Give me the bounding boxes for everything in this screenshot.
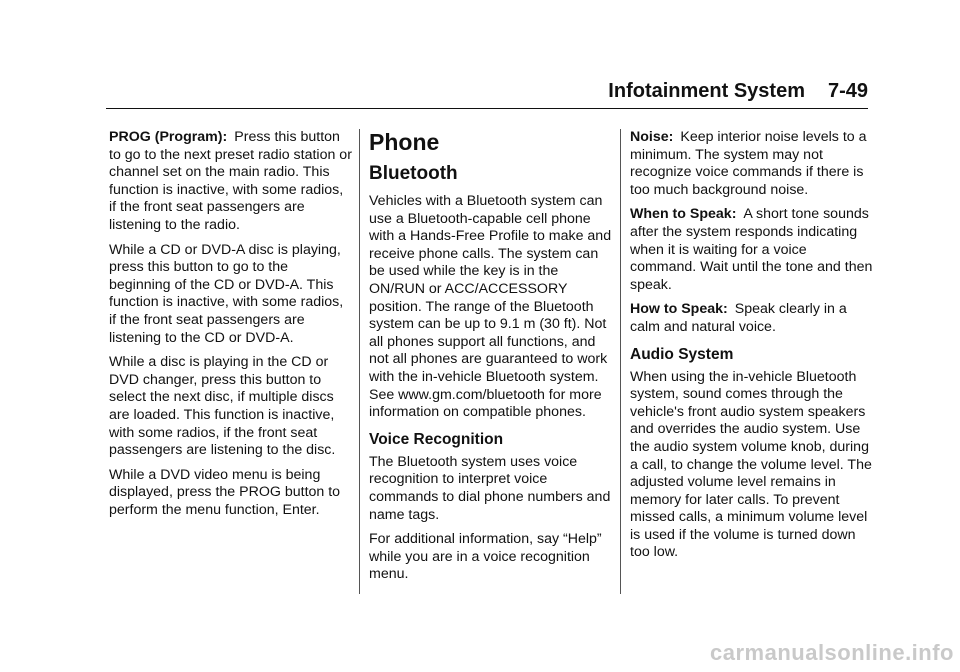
paragraph-audio-system: When using the in-vehicle Bluetooth system, sound comes through the vehicle's front audio system speakers and overrides the audio system. Use the audio system volume knob, during a call, to change the volume level. The adjusted volume level remains in memory for later calls. To prevent missed calls, a minimum volume level is used if the volume is turned down too low. — [630, 368, 872, 561]
paragraph-noise — [630, 129, 874, 199]
term-how-to-speak: How to Speak: — [630, 301, 728, 318]
page-number: 7-49 — [827, 80, 868, 102]
header-rule — [106, 108, 868, 109]
heading-audio-system: Audio System — [630, 345, 734, 363]
section-title-phone: Phone — [369, 129, 440, 155]
paragraph-bluetooth-intro: Vehicles with a Bluetooth system can use a Bluetooth-capable cell phone with a Hands-Free Profile to make and receive phone calls. The system can be used while the key is in the ON/RUN or ACC/ACCESSORY position. The range of the Bluetooth system can be up to 9.1 m (30 ft). Not all phones support all functions, and not all phones are guaranteed to work with the in-vehicle Bluetooth system. See www.gm.com/bluetooth for more information on compatible phones. — [369, 193, 612, 421]
paragraph-when-to-speak — [630, 206, 874, 294]
column-3 — [630, 129, 874, 569]
column-1 — [109, 129, 353, 526]
column-2 — [369, 129, 613, 591]
term-prog: PROG (Program): — [109, 129, 228, 145]
watermark: carmanualsonline.info — [710, 640, 954, 665]
subsection-title-bluetooth: Bluetooth — [369, 163, 458, 184]
term-noise: Noise: — [630, 129, 674, 145]
paragraph-cd-dvd-a: While a CD or DVD-A disc is playing, press this button to go to the beginning of the CD or DVD-A. This function is inactive, with some radios, if the front seat passengers are listening to the CD or DVD-A. — [109, 241, 344, 346]
text-prog: Press this button to go to the next preset radio station or channel set on the main radio. This function is inactive, with some radios, if the front seat passengers are listening to the radio. — [109, 129, 352, 233]
text-how-to-speak: Speak clearly in a calm and natural voice. — [630, 301, 847, 335]
heading-voice-recognition: Voice Recognition — [369, 430, 504, 448]
paragraph-disc-changer: While a disc is playing in the CD or DVD changer, press this button to select the next disc, if multiple discs are loaded. This function is inactive, with some radios, if the front seat passengers are listening to the disc. — [109, 354, 336, 459]
text-when-to-speak: A short tone sounds after the system responds indicating when it is waiting for a voice command. Wait until the tone and then speak. — [630, 206, 873, 293]
page-header — [0, 0, 960, 110]
column-divider-1 — [359, 129, 360, 594]
text-noise: Keep interior noise levels to a minimum. The system may not recognize voice commands if there is too much background noise. — [630, 129, 867, 198]
paragraph-how-to-speak — [630, 301, 874, 336]
page-header-title: Infotainment System — [608, 80, 805, 102]
paragraph-prog — [109, 129, 353, 235]
column-divider-2 — [620, 129, 621, 594]
paragraph-voice-recognition: The Bluetooth system uses voice recognition to interpret voice commands to dial phone numbers and name tags. — [369, 453, 611, 523]
paragraph-help: For additional information, say “Help” while you are in a voice recognition menu. — [369, 531, 602, 583]
term-when-to-speak: When to Speak: — [630, 206, 737, 223]
paragraph-dvd-menu: While a DVD video menu is being displayed, press the PROG button to perform the menu function, Enter. — [109, 466, 341, 518]
